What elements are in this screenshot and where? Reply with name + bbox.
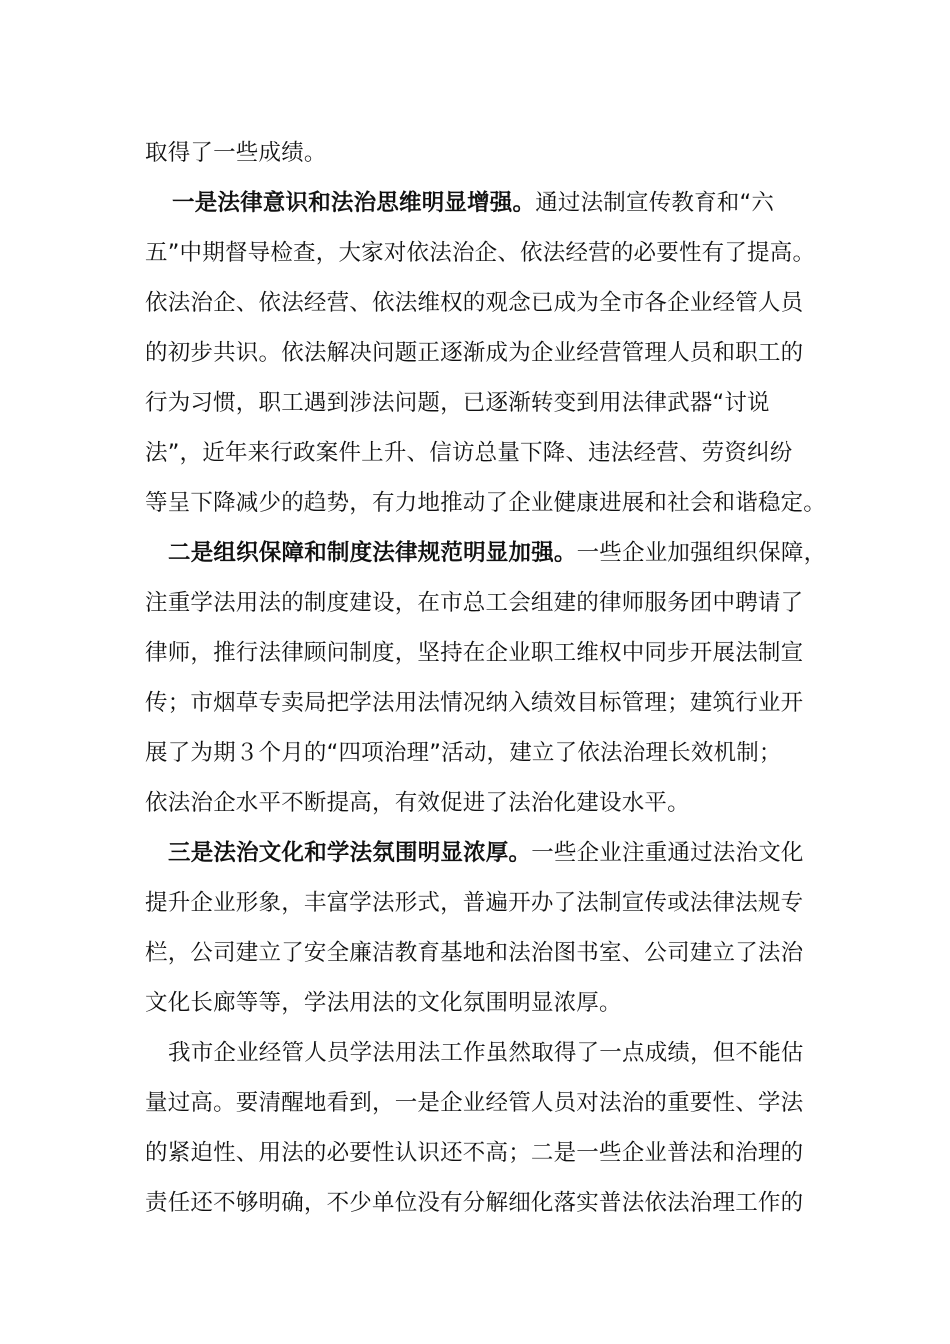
- text-line: 依法治企水平不断提高，有效促进了法治化建设水平。: [145, 790, 690, 816]
- text-line: 等呈下降减少的趋势，有力地推动了企业健康进展和社会和谐稳定。: [145, 490, 827, 516]
- text-line: 的初步共识。依法解决问题正逐渐成为企业经营管理人员和职工的: [145, 340, 804, 366]
- text-line: 五”中期督导检查，大家对依法治企、依法经营的必要性有了提高。: [145, 240, 816, 266]
- text-line: 责任还不够明确，不少单位没有分解细化落实普法依法治理工作的: [145, 1190, 804, 1216]
- paragraph-first-line: 我市企业经管人员学法用法工作虽然取得了一点成绩，但不能估: [168, 1040, 804, 1066]
- text-line: 行为习惯，职工遇到涉法问题，已逐渐转变到用法律武器“讨说: [145, 390, 770, 416]
- text-line: 文化长廊等等，学法用法的文化氛围明显浓厚。: [145, 990, 622, 1016]
- text-line: 传；市烟草专卖局把学法用法情况纳入绩效目标管理；建筑行业开: [145, 690, 804, 716]
- text-line: 的紧迫性、用法的必要性认识还不高；二是一些企业普法和治理的: [145, 1140, 804, 1166]
- text-line: 律师，推行法律顾问制度，坚持在企业职工维权中同步开展法制宣: [145, 640, 804, 666]
- text-line: 提升企业形象，丰富学法形式，普遍开办了法制宣传或法律法规专: [145, 890, 804, 916]
- text-line: 栏，公司建立了安全廉洁教育基地和法治图书室、公司建立了法治: [145, 940, 804, 966]
- text-line: 依法治企、依法经营、依法维权的观念已成为全市各企业经管人员: [145, 290, 804, 316]
- bold-heading: 一是法律意识和法治思维明显增强。: [172, 190, 536, 216]
- bold-heading: 二是组织保障和制度法律规范明显加强。: [168, 540, 577, 566]
- text-line: 注重学法用法的制度建设，在市总工会组建的律师服务团中聘请了: [145, 590, 804, 616]
- text-line: 法”，近年来行政案件上升、信访总量下降、违法经营、劳资纠纷: [145, 440, 793, 466]
- paragraph-heading-line: 三是法治文化和学法氛围明显浓厚。一些企业注重通过法治文化: [168, 840, 804, 866]
- paragraph-heading-line: 二是组织保障和制度法律规范明显加强。一些企业加强组织保障，: [168, 540, 827, 566]
- text-line: 展了为期３个月的“四项治理”活动，建立了依法治理长效机制；: [145, 740, 782, 766]
- paragraph-heading-line: 一是法律意识和法治思维明显增强。通过法制宣传教育和“六: [172, 190, 775, 216]
- text-line: 量过高。要清醒地看到，一是企业经管人员对法治的重要性、学法: [145, 1090, 804, 1116]
- bold-heading: 三是法治文化和学法氛围明显浓厚。: [168, 840, 532, 866]
- text-line: 取得了一些成绩。: [145, 140, 327, 166]
